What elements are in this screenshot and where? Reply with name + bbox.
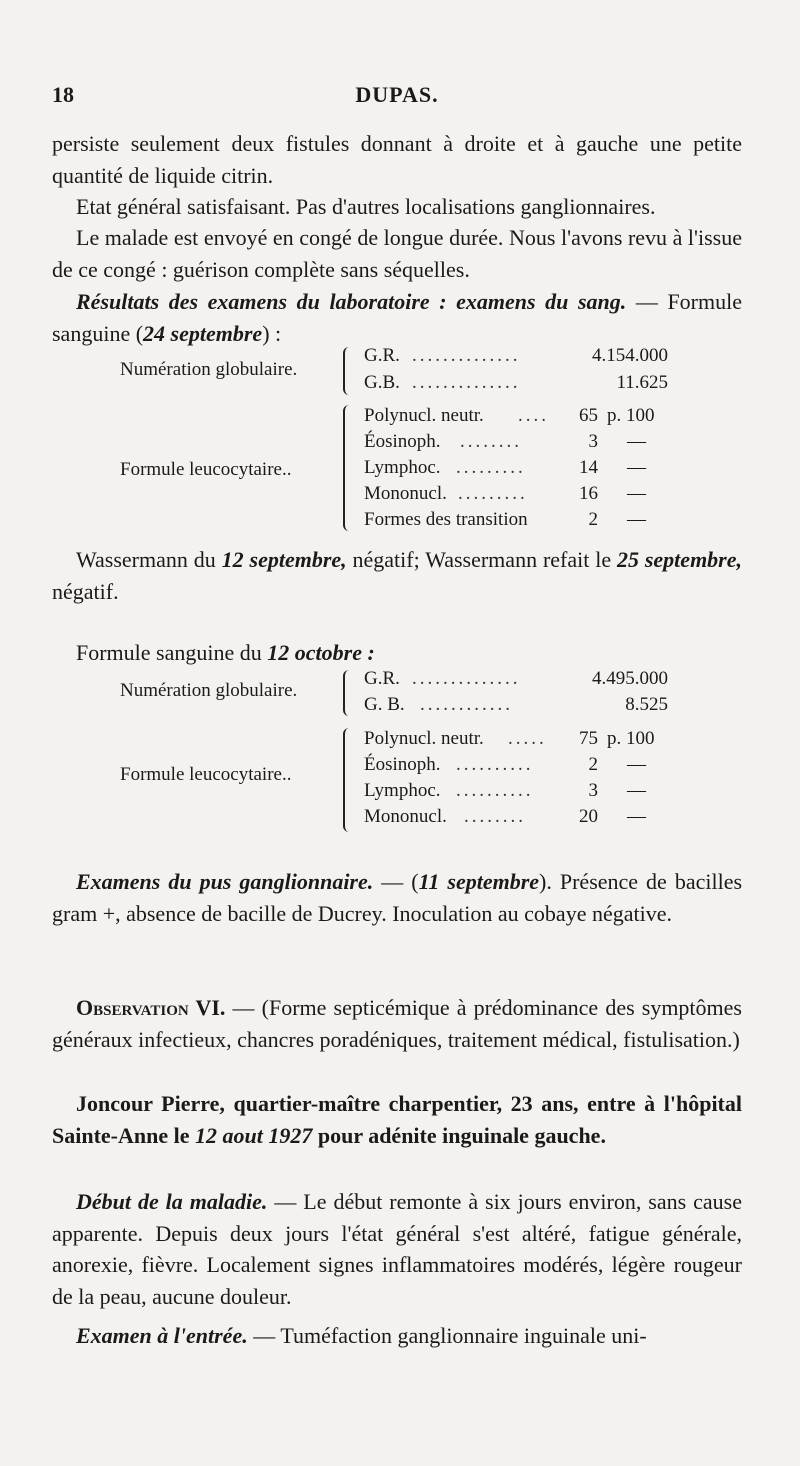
table-row: Mononucl. ......... 16 —: [364, 483, 646, 504]
paragraph-persiste: persiste seulement deux fistules donnant à droite et à gauche une petite quantité de liquide citrin.: [52, 131, 742, 188]
paragraph-etat-general: Etat général satisfaisant. Pas d'autres localisations ganglionnaires.: [76, 194, 656, 219]
formule-label: Formule leucocytaire..: [120, 459, 292, 480]
formule-label: Formule leucocytaire..: [120, 764, 292, 785]
paragraph-conge: Le malade est envoyé en congé de longue durée. Nous l'avons revu à l'issue de ce congé : guérison complète sans séquelles.: [52, 225, 742, 282]
page-number: 18: [52, 82, 74, 107]
paragraph-wassermann: Wassermann du 12 septembre, négatif; Wassermann refait le 25 septembre, négatif.: [52, 547, 743, 604]
paragraph-examens-pus: Examens du pus ganglionnaire. — (11 septembre). Présence de bacilles gram +, absence de bacille de Ducrey. Inoculation au cobaye négative.: [52, 869, 743, 926]
table-row: Polynucl. neutr. .... 65 p. 100: [364, 405, 655, 426]
paragraph-formule-octobre: Formule sanguine du 12 octobre :: [76, 640, 375, 665]
paragraph-resultats: Résultats des examens du laboratoire : examens du sang. — Formule sanguine (24 septembre) :: [52, 289, 742, 346]
table-row: Éosinoph. .......... 2 —: [364, 754, 646, 775]
blood-table-24-septembre: [52, 345, 742, 535]
table-row: G.B. .............. 11.625: [364, 372, 668, 393]
table-row: Éosinoph. ........ 3 —: [364, 431, 646, 452]
paragraph-observation-vi: Observation VI. — (Forme septicémique à prédominance des symptômes généraux infectieux, chancres poradéniques, traitement médical, fistulisation.): [52, 995, 742, 1052]
numeration-label: Numération globulaire.: [120, 680, 298, 701]
table-row: G.R. .............. 4.154.000: [364, 345, 668, 366]
table-row: G.R. .............. 4.495.000: [364, 668, 668, 689]
table-row: Lymphoc. ......... 14 —: [364, 457, 646, 478]
numeration-label: Numération globulaire.: [120, 359, 298, 380]
table-row: Mononucl. ........ 20 —: [364, 806, 646, 827]
table-row: Formes des transition 2 —: [364, 509, 646, 530]
paragraph-examen-entree: Examen à l'entrée. — Tuméfaction ganglionnaire inguinale uni-: [76, 1323, 647, 1348]
table-row: Lymphoc. .......... 3 —: [364, 780, 646, 801]
blood-table-12-octobre: [52, 668, 742, 838]
page-header: [52, 82, 742, 112]
paragraph-debut-maladie: Début de la maladie. — Le début remonte à six jours environ, sans cause apparente. Depuis deux jours l'état général s'est altéré, fatigue générale, anorexie, fièvre. Localement signes inflammatoires modérés, légère rougeur de la peau, aucune douleur.: [52, 1189, 742, 1309]
running-title: DUPAS.: [355, 82, 439, 107]
table-row: Polynucl. neutr. ..... 75 p. 100: [364, 728, 655, 749]
table-row: G. B. ............ 8.525: [364, 694, 668, 715]
paragraph-joncour: Joncour Pierre, quartier-maître charpentier, 23 ans, entre à l'hôpital Sainte-Anne le 12 aout 1927 pour adénite inguinale gauche.: [52, 1091, 742, 1148]
